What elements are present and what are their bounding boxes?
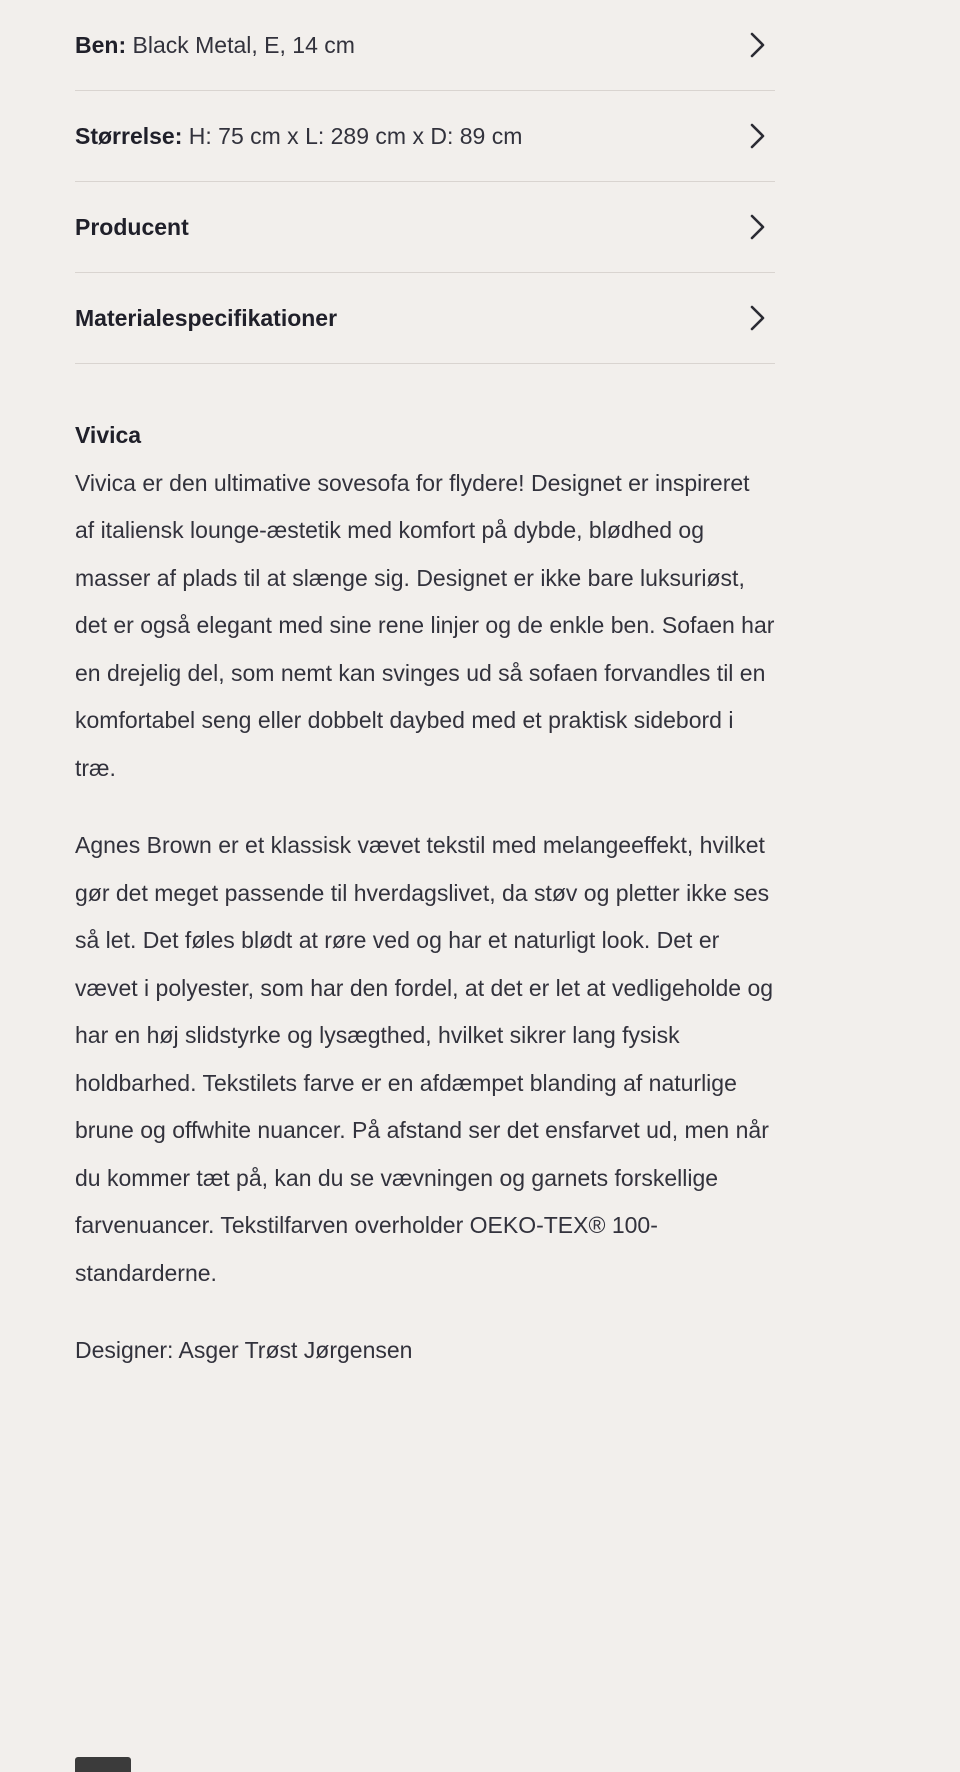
description-paragraph: Vivica er den ultimative sovesofa for flydere! Designet er inspireret af italiensk lounge-æstetik med komfort på dybde, blødhed og masser af plads til at slænge sig. Designet er ikke bare luksuriøst, det er også elegant med sine rene linjer og de enkle ben. Sofaen har en drejelig del, som nemt kan svinges ud så sofaen forvandles til en komfortabel seng eller dobbelt daybed med et praktisk sidebord i træ. xyxy=(75,469,775,781)
row-label: Størrelse: xyxy=(75,122,183,149)
accordion-row-legs[interactable] xyxy=(75,0,775,91)
row-text xyxy=(75,32,355,59)
cutoff-image-fragment xyxy=(75,1757,131,1772)
description-paragraph: Agnes Brown er et klassisk vævet tekstil med melangeeffekt, hvilket gør det meget passende til hverdagslivet, da støv og pletter ikke ses så let. Det føles blødt at røre ved og har et naturligt look. Det er vævet i polyester, som har den fordel, at det er let at vedligeholde og har en høj slidstyrke og lysægthed, hvilket sikrer lang fysisk holdbarhed. Tekstilets farve er en afdæmpet blanding af naturlige brune og offwhite nuancer. På afstand ser det ensfarvet ud, men når du kommer tæt på, kan du se vævningen og garnets forskellige farvenuancer. Tekstilfarven overholder OEKO-TEX® 100-standarderne. xyxy=(75,832,774,1286)
row-label: Ben: xyxy=(75,31,127,58)
specs-accordion xyxy=(75,0,775,364)
row-text xyxy=(75,214,189,241)
chevron-right-icon xyxy=(749,304,767,332)
accordion-row-size[interactable] xyxy=(75,91,775,182)
designer-credit: Designer: Asger Trøst Jørgensen xyxy=(75,1337,413,1363)
accordion-row-material-specs[interactable] xyxy=(75,273,775,364)
description-title: Vivica xyxy=(75,422,142,448)
chevron-right-icon xyxy=(749,122,767,150)
product-details-panel xyxy=(75,0,775,1375)
row-value: Black Metal, E, 14 cm xyxy=(126,31,355,58)
product-description-section xyxy=(75,412,775,1375)
chevron-right-icon xyxy=(749,31,767,59)
chevron-right-icon xyxy=(749,213,767,241)
accordion-row-manufacturer[interactable] xyxy=(75,182,775,273)
row-label: Producent xyxy=(75,213,189,240)
row-text xyxy=(75,123,522,150)
row-text xyxy=(75,305,337,332)
row-value: H: 75 cm x L: 289 cm x D: 89 cm xyxy=(182,122,523,149)
row-label: Materialespecifikationer xyxy=(75,304,338,331)
